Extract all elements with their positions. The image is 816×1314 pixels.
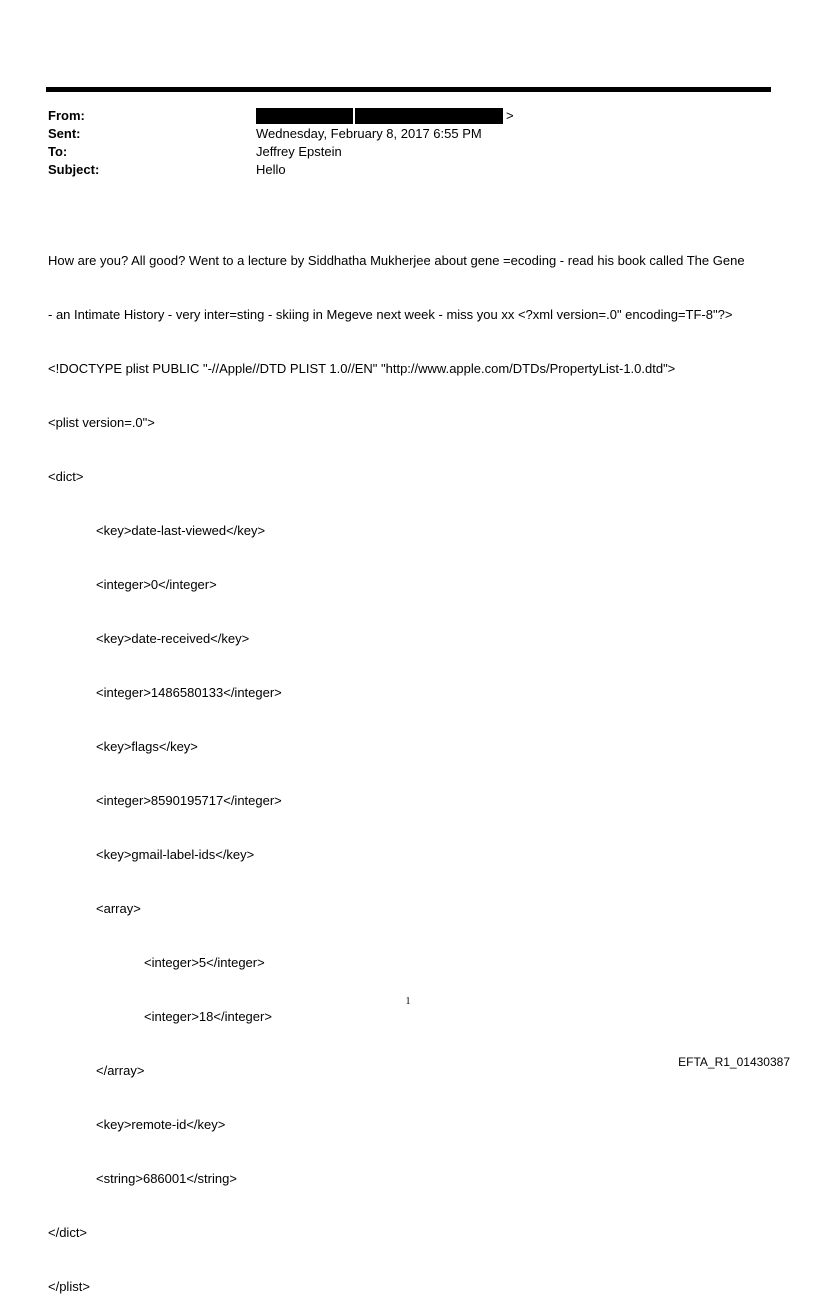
body-line: <integer>18</integer> [144, 1009, 272, 1024]
body-line: <dict> [48, 469, 84, 484]
body-line: </plist> [48, 1279, 90, 1294]
body-line: </dict> [48, 1225, 88, 1240]
subject-value: Hello [256, 162, 286, 177]
body-line: How are you? All good? Went to a lecture by Siddhatha Mukherjee about gene =ecoding - read his book called The Gene [48, 253, 745, 268]
body-line: <key>date-last-viewed</key> [96, 523, 266, 538]
body-line: <integer>1486580133</integer> [96, 685, 282, 700]
from-value-tail: > [506, 108, 514, 123]
to-label: To: [48, 144, 68, 159]
redaction-block [355, 108, 503, 124]
page-number: 1 [405, 996, 411, 1007]
body-line: <plist version=.0"> [48, 415, 155, 430]
sent-value: Wednesday, February 8, 2017 6:55 PM [256, 126, 482, 141]
body-line: <key>flags</key> [96, 739, 198, 754]
body-line: <key>remote-id</key> [96, 1117, 226, 1132]
email-body [48, 216, 778, 1314]
body-line: <string>686001</string> [96, 1171, 237, 1186]
from-label: From: [48, 108, 85, 123]
body-line: - an Intimate History - very inter=sting - skiing in Megeve next week - miss you xx <?xml version=.0" encoding=TF-8"?> [48, 307, 733, 322]
body-line: <integer>8590195717</integer> [96, 793, 282, 808]
body-line: <array> [96, 901, 141, 916]
body-line: <integer>5</integer> [144, 955, 265, 970]
to-value: Jeffrey Epstein [256, 144, 342, 159]
redaction-block [256, 108, 353, 124]
header-divider-rule [46, 87, 771, 92]
document-id: EFTA_R1_01430387 [678, 1055, 790, 1069]
body-line: <key>gmail-label-ids</key> [96, 847, 255, 862]
body-line: <!DOCTYPE plist PUBLIC "-//Apple//DTD PLIST 1.0//EN" "http://www.apple.com/DTDs/PropertyList-1.0.dtd"> [48, 361, 676, 376]
body-line: </array> [96, 1063, 145, 1078]
sent-label: Sent: [48, 126, 81, 141]
body-line: <key>date-received</key> [96, 631, 250, 646]
body-line: <integer>0</integer> [96, 577, 217, 592]
subject-label: Subject: [48, 162, 100, 177]
